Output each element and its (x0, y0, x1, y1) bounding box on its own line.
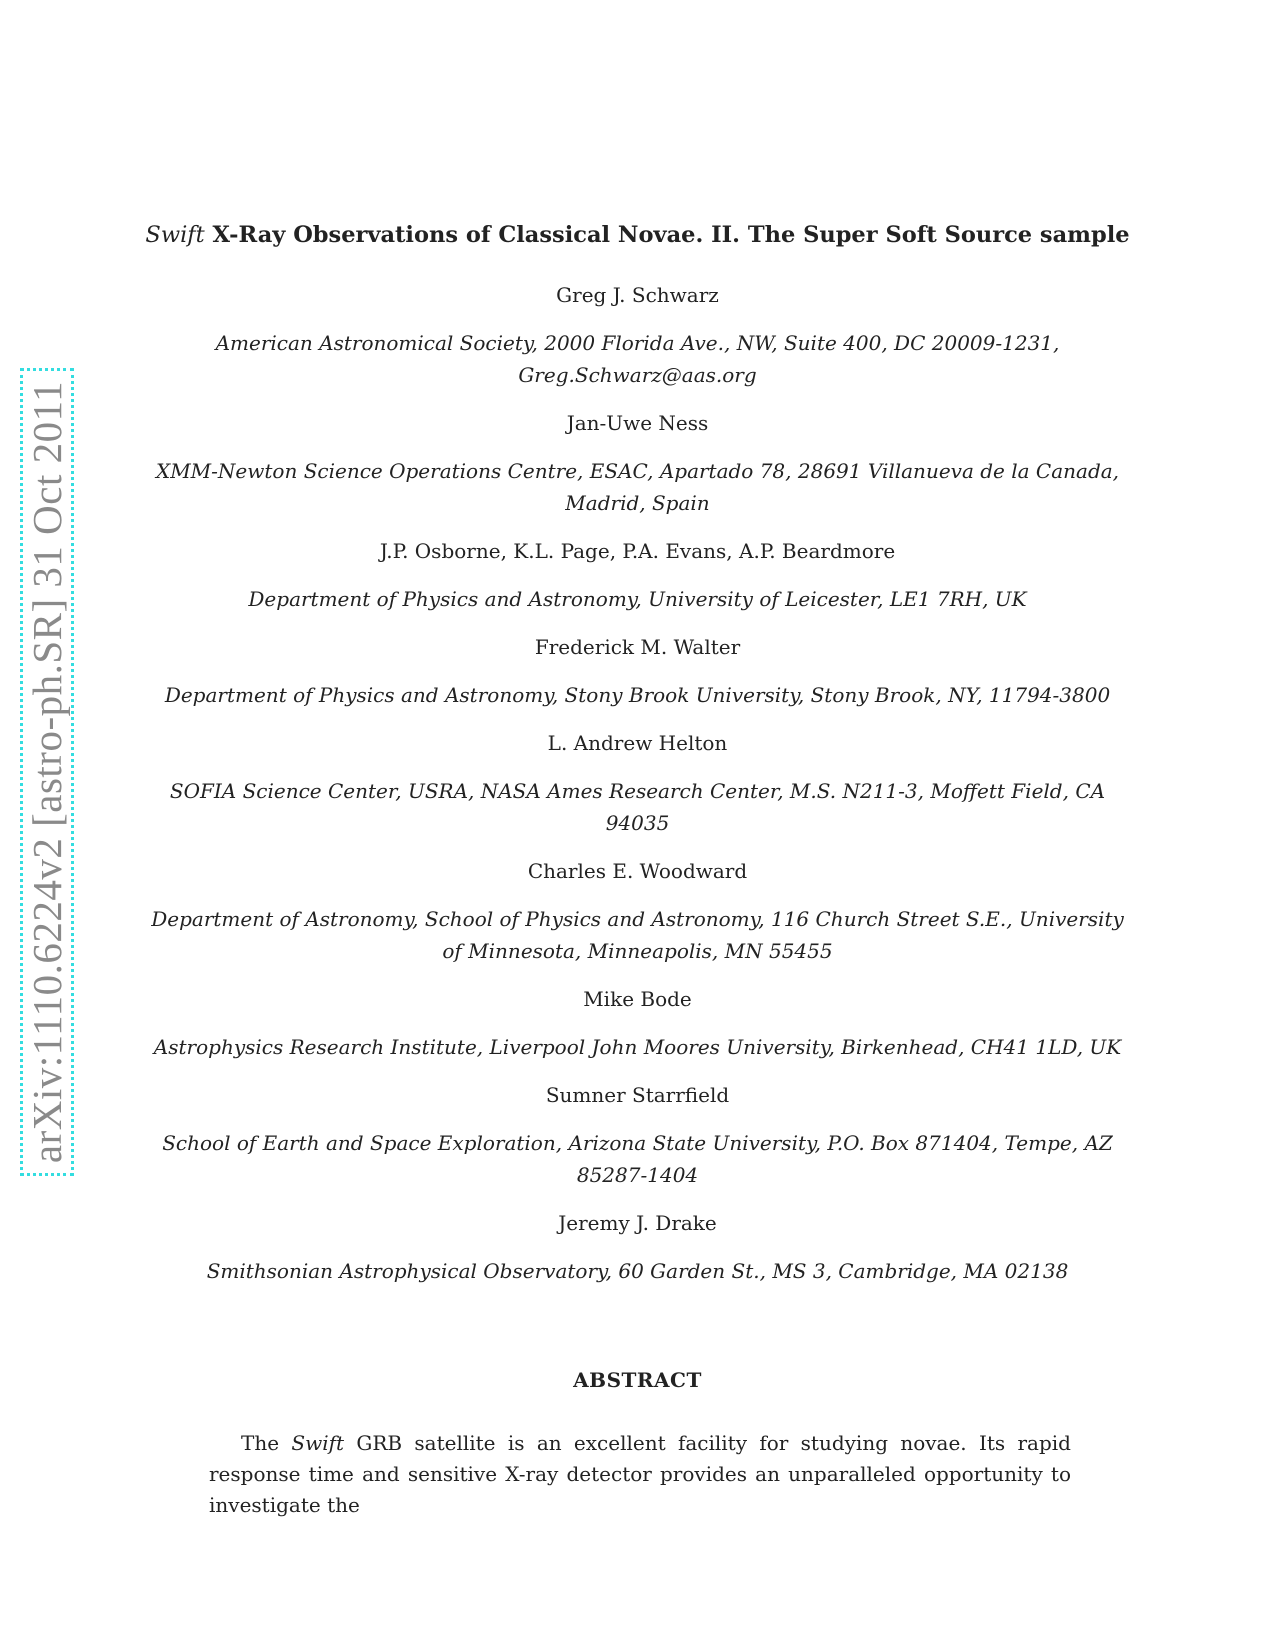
arxiv-stamp-text: arXiv:1110.6224v2 [astro-ph.SR] 31 Oct 2011 (24, 380, 70, 1164)
author-affiliation: Astrophysics Research Institute, Liverpool John Moores University, Birkenhead, CH41 1LD, UK (153, 1035, 1122, 1059)
author-entry (140, 536, 1135, 615)
author-name: Jan-Uwe Ness (566, 411, 709, 435)
author-entry (140, 632, 1135, 711)
author-affiliation: SOFIA Science Center, USRA, NASA Ames Research Center, M.S. N211-3, Moffett Field, CA 94035 (169, 779, 1106, 835)
paper-title (120, 222, 1155, 248)
abstract-body-text: GRB satellite is an excellent facility for studying novae. Its rapid response time and sensitive X-ray detector provides an unparalleled opportunity to investigate the (209, 1431, 1071, 1517)
abstract-intro: The (241, 1431, 292, 1455)
title-text: X-Ray Observations of Classical Novae. II. The Super Soft Source sample (204, 222, 1130, 248)
author-affiliation: Department of Physics and Astronomy, University of Leicester, LE1 7RH, UK (248, 587, 1027, 611)
abstract-italic: Swift (291, 1431, 345, 1455)
author-entry (140, 1080, 1135, 1191)
abstract-text (209, 1428, 1071, 1521)
author-entry (140, 280, 1135, 391)
author-entry (140, 984, 1135, 1063)
author-name: Sumner Starrfield (545, 1083, 730, 1107)
author-name: L. Andrew Helton (547, 731, 728, 755)
author-affiliation: Department of Astronomy, School of Physics and Astronomy, 116 Church Street S.E., University of Minnesota, Minneapolis, MN 55455 (151, 907, 1124, 963)
author-name: J.P. Osborne, K.L. Page, P.A. Evans, A.P. Beardmore (379, 539, 896, 563)
author-name: Jeremy J. Drake (558, 1211, 717, 1235)
author-affiliation: American Astronomical Society, 2000 Florida Ave., NW, Suite 400, DC 20009-1231, Greg.Schwarz@aas.org (215, 331, 1060, 387)
author-entry (140, 408, 1135, 519)
author-entry (140, 728, 1135, 839)
title-italic: Swift (145, 222, 205, 248)
author-entry (140, 856, 1135, 967)
author-affiliation: Smithsonian Astrophysical Observatory, 60 Garden St., MS 3, Cambridge, MA 02138 (206, 1259, 1069, 1283)
author-name: Greg J. Schwarz (556, 283, 719, 307)
author-affiliation: School of Earth and Space Exploration, Arizona State University, P.O. Box 871404, Tempe, AZ 85287-1404 (162, 1131, 1113, 1187)
author-name: Frederick M. Walter (534, 635, 741, 659)
author-list (140, 280, 1135, 1304)
author-affiliation: Department of Physics and Astronomy, Stony Brook University, Stony Brook, NY, 11794-3800 (164, 683, 1111, 707)
author-entry (140, 1208, 1135, 1287)
abstract-heading: ABSTRACT (573, 1368, 702, 1392)
author-affiliation: XMM-Newton Science Operations Centre, ESAC, Apartado 78, 28691 Villanueva de la Canada, Madrid, Spain (155, 459, 1120, 515)
arxiv-stamp (20, 368, 74, 1176)
author-name: Mike Bode (583, 987, 692, 1011)
author-name: Charles E. Woodward (527, 859, 748, 883)
